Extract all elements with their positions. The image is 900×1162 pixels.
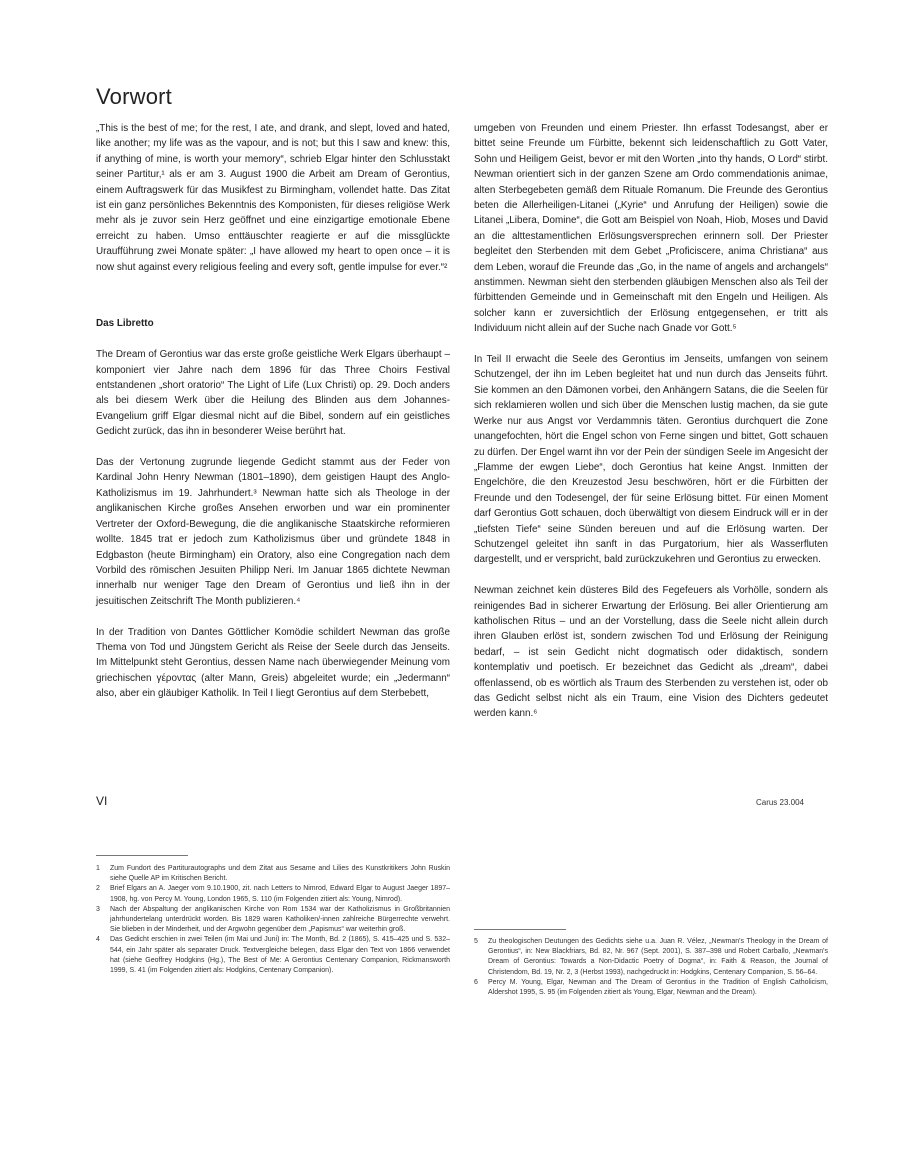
footnote-number: 3 <box>96 905 100 913</box>
right-column <box>474 121 828 722</box>
footnote-text: Percy M. Young, Elgar, Newman and The Dream of Gerontius in the Tradition of English Catholicism, Aldershot 1995, S. 95 (im Folgenden zitiert als Young, Elgar, Newman and the Dream). <box>488 978 828 997</box>
footnote-text: Brief Elgars an A. Jaeger vom 9.10.1900, zit. nach Letters to Nimrod, Edward Elgar to August Jaeger 1897–1908, hg. von Percy M. Young, London 1965, S. 110 (im Folgenden zitiert als: Young, Nimrod). <box>110 885 450 903</box>
footnote-number: 1 <box>96 865 100 872</box>
footnote-number: 2 <box>96 885 100 893</box>
footnote-number: 5 <box>474 938 478 945</box>
footnote <box>96 884 450 904</box>
paragraph: In Teil II erwacht die Seele des Gerontius im Jenseits, umfangen von seinem Schutzengel, der ihn im Leben begleitet hat und nun durch das Jenseits führt. Sie kommen an den Dämonen vorbei, den Anhängern Satans, die die Seelen für sich reklamieren wollen und sich über die Menschen lustig machen, da sie gute Werke nur aus Angst vor Verdammnis täten. Gerontius durchquert die Zone unangefochten, hört die Engel schon von Ferne singen und bittet, Gott schauen zu dürfen. Der Engel warnt ihn vor der Pein der sündigen Seele im Angesicht der „Flamme der ewgen Liebe“, doch Gerontius hat keine Angst. Inmitten der Engelchöre, die den Kreuzestod Jesu beschwören, hört er die Fürbitten der Freunde und den Todesengel, der für seine Erlösung bittet. Für einen Moment darf Gerontius Gott schauen, doch überwältigt von diesem Eindruck will er in der „tiefsten Tiefe“ seine Sünden bereuen und auf die Erlösung warten. Der Schutzengel geleitet ihn sanft in das Purgatorium, hier als Wasserfluten dargestellt, und er verspricht, bald zurückzukehren und Gerontius zu erwecken. <box>474 354 828 566</box>
paragraph: In der Tradition von Dantes Göttlicher Komödie schildert Newman das große Thema von Tod und Jüngstem Gericht als Reise der Seele durch das Jenseits. Im Mittelpunkt steht Gerontius, dessen Name nach überwiegender Meinung vom griechischen γέροντας (alter Mann, Greis) abgeleitet wurde; ein „Jedermann“ also, aber ein gläubiger Katholik. In Teil I liegt Gerontius auf dem Sterbebett, <box>96 626 450 700</box>
paragraph: „This is the best of me; for the rest, I ate, and drank, and slept, loved and hated, like another; my life was as the vapour, and is not; but this I saw and knew: this, if anything of mine, is worth your memory“, schrieb Elgar hinter den Schlusstakt seiner Partitur,¹ als er am 3. August 1900 die Arbeit am Dream of Gerontius, einem Auftragswerk für das Musikfest zu Birmingham, vollendet hatte. Das Zitat ist ein ganz persönliches Bekenntnis des Komponisten, für dieses religiöse Werk mehr als je zuvor sein Herz geöffnet und eine einzigartige emotionale Ebene erreicht zu haben. Umso enttäuschter reagierte er auf die missglückte Uraufführung zwei Monate später: „I have allowed my heart to open once – it is now shut against every religious feeling and every soft, gentle impulse for ever.“² <box>96 123 450 273</box>
footnote-text: Zu theologischen Deutungen des Gedichts siehe u.a. Juan R. Vélez, „Newman's Theology in the Dream of Gerontius“, in: New Blackfriars, Bd. 82, Nr. 967 (Sept. 2001), S. 387–398 und Robert Carballo, „Newman's Dream of Gerontius: Towards a Non-Didactic Poetry of Dogma“, in: Faith & Reason, the Journal of Christendom, Bd. 19, Nr. 2, 3 (Herbst 1993), nachgedruckt in: Hodgkins, Centenary Companion, S. 56–64. <box>488 938 828 976</box>
footnotes-left <box>96 864 450 976</box>
footnote-rule <box>474 929 566 930</box>
footnote <box>96 905 450 936</box>
paragraph: Newman zeichnet kein düsteres Bild des Fegefeuers als Vorhölle, sondern als reinigendes Bad in sicherer Erwartung der Erlösung. Bei aller Orientierung am katholischen Ritus – und an der Vorstellung, dass die Seele nicht allein durch ihren Glauben erlöst ist, sondern zwischen Tod und Erlösung der Reinigung bedarf, – ist sein Gedicht nicht dogmatisch oder didaktisch, sondern kontemplativ und poetisch. Er bezeichnet das Gedicht als „dream“, dabei offenlassend, ob es wörtlich als Traum des Sterbenden zu verstehen ist, oder ob das Gedicht selbst nicht als ein Traum, eine Vision des Dichters gedeutet werden kann.⁶ <box>474 585 828 720</box>
paragraph: umgeben von Freunden und einem Priester. Ihn erfasst Todesangst, aber er bittet seine Freunde um Fürbitte, bekennt sich leidenschaftlich zu Gott Vater, Sohn und Heiligem Geist, bevor er mit den Worten „into thy hands, O Lord“ stirbt. Newman orientiert sich in der ganzen Szene am Ordo commendationis animae, alten Sterbegebeten gemäß dem Rituale Romanum. Die Freunde des Gerontius beten die Allerheiligen-Litanei („Kyrie“ und Anrufung der Heiligen) sowie die Litanei „Libera, Domine“, die Gott am Beispiel von Noah, Hiob, Moses und David an die alttestamentlichen Erlösungsversprechen erinnern soll. Der Priester begleitet den Sterbenden mit dem Gebet „Proficiscere, anima Christiana“ aus dem Leben, worauf die Freunde das „Go, in the name of angels and archangels“ anstimmen. Newman sieht den sterbenden gläubigen Menschen also als Teil der fürbittenden Gemeinde und in Gemeinschaft mit den Engeln und Heiligen. Als solcher kann er zuversichtlich der Erlösung entgegensehen, er tritt als Individuum nicht allein auf der Suche nach Gnade vor Gott.⁵ <box>474 123 828 335</box>
footnote <box>96 935 450 976</box>
footnote-text: Das Gedicht erschien in zwei Teilen (im Mai und Juni) in: The Month, Bd. 2 (1865), S. 415–425 und S. 532–544, ein Jahr später als separater Druck. Textvergleiche belegen, dass Elgar den Text von 1866 verwendet hat (siehe Geoffrey Hodgkins (Hg.), The Best of Me: A Gerontius Centenary Companion, Rickmansworth 1999, S. 41 (im Folgenden zitiert als: Hodgkins, Centenary Companion). <box>110 936 450 975</box>
footnote <box>474 937 828 978</box>
section-heading: Das Libretto <box>96 318 154 330</box>
footnotes-right <box>474 937 828 998</box>
footnote-number: 6 <box>474 978 478 986</box>
paragraph: The Dream of Gerontius war das erste große geistliche Werk Elgars überhaupt – komponiert vier Jahre nach dem 1896 für das Three Choirs Festival entstandenen „short oratorio“ The Light of Life (Lux Christi) op. 29. Doch anders als bei diesem Werk über die Heilung des Blinden aus dem Johannes-Evangelium griff Elgar diesmal nicht auf die Bibel, sondern auf ein geistliches Gedicht zurück, das ihn in besonderer Weise berührt hat. <box>96 349 450 438</box>
page-title: Vorwort <box>96 84 172 109</box>
footnote <box>96 864 450 884</box>
footnote-number: 4 <box>96 936 100 944</box>
footnote-text: Zum Fundort des Partiturautographs und dem Zitat aus Sesame and Lilies des Kunstkritikers John Ruskin siehe Quelle AP im Kritischen Bericht. <box>110 865 450 883</box>
catalog-number: Carus 23.004 <box>755 798 804 807</box>
footnote-text: Nach der Abspaltung der anglikanischen Kirche von Rom 1534 war der Katholizismus in Großbritannien jahrhundertelang unterdrückt worden. Bis 1829 waren Katholiken/-innen zahlreiche Bürgerrechte verwehrt. Sie blieben in der Minderheit, und der Argwohn gegenüber dem „Papismus“ war weiterhin groß. <box>110 905 450 934</box>
footnote-rule <box>96 855 188 856</box>
left-column <box>96 121 450 702</box>
page-number: VI <box>96 794 108 808</box>
paragraph: Das der Vertonung zugrunde liegende Gedicht stammt aus der Feder von Kardinal John Henry Newman (1801–1890), dem geistigen Haupt des Anglo-Katholizismus im 19. Jahrhundert.³ Newman hatte sich als Theologe in der anglikanischen Kirche großes Ansehen erworben und war ein prominenter Vertreter der Oxford-Bewegung, die die anglikanische Staatskirche reformieren wollte. 1845 trat er jedoch zum Katholizismus über und gründete 1848 in Edgbaston (heute Birmingham) ein Oratory, also eine Congregation nach dem Vorbild des römischen Jesuiten Philipp Neri. Im Januar 1865 dichtete Newman innerhalb nur weniger Tage den Dream of Gerontius und ließ ihn in der jesuitischen Zeitschrift The Month publizieren.⁴ <box>96 457 450 607</box>
footnote <box>474 978 828 998</box>
